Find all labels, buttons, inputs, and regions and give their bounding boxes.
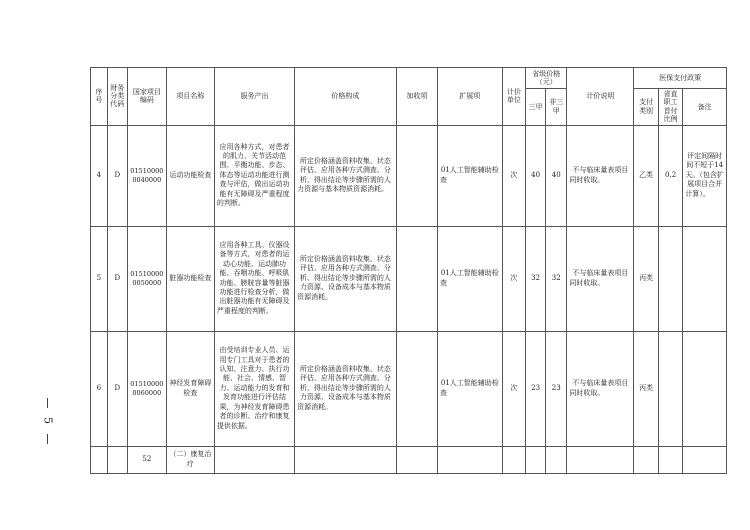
header-prov-price: 省级价格（元） [526,68,567,89]
cell-seq [91,446,108,473]
cell-add-item [396,331,437,446]
header-price-note: 计价说明 [567,68,634,126]
cell-seq: 5 [91,226,108,331]
cell-seq: 6 [91,331,108,446]
header-fin-code: 财务分类代码 [107,68,127,126]
cell-ext-item: 01人工智能辅助检查 [437,226,502,331]
page-number [40,398,56,444]
cell-add-item [396,226,437,331]
cell-unit: 次 [502,226,525,331]
header-seq: 序号 [91,68,108,126]
cell-item-name: 运动功能检查 [166,125,214,226]
cell-service: 由受培训专业人员、运用专门工具对于患者的认知、注意力、执行功能、社会、情感、智力、运动能力的发育和发育功能进行评估结果，为神经发育障碍患者的诊断、治疗和康复提供依据。 [214,331,294,446]
page-number-text: 5 [41,417,55,424]
table-body [91,125,727,473]
header-med-policy: 医保支付政策 [634,68,727,89]
cell-nat-code: 015100000050000 [127,226,166,331]
cell-ext-item: 01人工智能辅助检查 [437,331,502,446]
cell-pay-ratio: 0.2 [658,125,683,226]
header-remark: 备注 [683,89,727,126]
cell-price-non3a: 40 [546,125,567,226]
cell-pay-category [634,446,659,473]
table-row [91,125,727,226]
cell-price-composition [295,446,397,473]
cell-unit: 次 [502,331,525,446]
cell-service: 应用各种工具、仪器设备等方式，对患者的运动心功能、运动肺功能、吞咽功能、呼吸肌功能、膀胱容量等脏器功能进行检查分析，做出脏器功能有无障碍及严重程度的判断。 [214,226,294,331]
cell-pay-ratio [658,331,683,446]
cell-price-note: 不与临床量表项目同时收取。 [567,331,634,446]
header-item-name: 项目名称 [166,68,214,126]
cell-price-grade3a: 40 [526,125,546,226]
cell-remark [683,226,727,331]
cell-add-item [396,446,437,473]
table-row [91,226,727,331]
header-price-composition: 价格构成 [295,68,397,126]
cell-price-non3a [546,446,567,473]
cell-price-note: 不与临床量表项目同时收取。 [567,125,634,226]
header-add-item: 加收项 [396,68,437,126]
cell-ext-item [437,446,502,473]
header-unit: 计价单位 [502,68,525,126]
cell-seq: 4 [91,125,108,226]
table-header [91,68,727,126]
cell-remark [683,331,727,446]
cell-nat-code: 015100000040000 [127,125,166,226]
cell-price-composition: 所定价格涵盖资料收集、状态评估、应用各种方式测查、分析、得出结论等步骤所需的人力资源、设备成本与基本物质资源消耗。 [295,226,397,331]
cell-pay-category: 丙类 [634,331,659,446]
header-non3a: 非三甲 [546,89,567,126]
cell-item-name: 神经发育障碍检查 [166,331,214,446]
page-number-dash-bottom [47,434,48,444]
cell-unit: 次 [502,125,525,226]
header-ext-item: 扩展项 [437,68,502,126]
cell-unit [502,446,525,473]
cell-item-name: 脏器功能检查 [166,226,214,331]
cell-price-grade3a [526,446,546,473]
cell-nat-code: 015100000060000 [127,331,166,446]
cell-section-name: （二）康复治疗 [166,446,214,473]
header-service: 服务产出 [214,68,294,126]
cell-ext-item: 01人工智能辅助检查 [437,125,502,226]
table-row [91,331,727,446]
cell-price-composition: 所定价格涵盖资料收集、状态评估、应用各种方式测查、分析、得出结论等步骤所需的人力资源与基本物质资源消耗。 [295,125,397,226]
cell-add-item [396,125,437,226]
cell-fin-code: D [107,125,127,226]
cell-fin-code: D [107,331,127,446]
cell-section-code: 52 [127,446,166,473]
cell-price-grade3a: 23 [526,331,546,446]
cell-price-composition: 所定价格涵盖资料收集、状态评估、应用各种方式测查、分析、得出结论等步骤所需的人力资源、设备成本与基本物质资源消耗。 [295,331,397,446]
page-number-dash-top [47,398,48,408]
cell-fin-code [107,446,127,473]
cell-price-non3a: 32 [546,226,567,331]
cell-pay-category: 乙类 [634,125,659,226]
header-nat-code: 国家项目编码 [127,68,166,126]
price-table [90,67,727,474]
cell-price-note [567,446,634,473]
cell-fin-code: D [107,226,127,331]
cell-price-non3a: 23 [546,331,567,446]
cell-remark [683,446,727,473]
cell-pay-ratio [658,446,683,473]
cell-service: 应用各种方式，对患者的肌力、关节活动范围、平衡功能、步态、体态等运动功能进行测查与评估，做出运动功能有无障碍及严重程度的判断。 [214,125,294,226]
header-pay-category: 支付类别 [634,89,659,126]
table-row-section [91,446,727,473]
header-pay-ratio: 省直职工首付比例 [658,89,683,126]
cell-pay-ratio [658,226,683,331]
header-grade3a: 三甲 [526,89,546,126]
cell-service [214,446,294,473]
cell-remark: 评定间隔时间不短于14天。（包含扩展项目合并计算）。 [683,125,727,226]
cell-price-note: 不与临床量表项目同时收取。 [567,226,634,331]
cell-price-grade3a: 32 [526,226,546,331]
cell-pay-category: 丙类 [634,226,659,331]
